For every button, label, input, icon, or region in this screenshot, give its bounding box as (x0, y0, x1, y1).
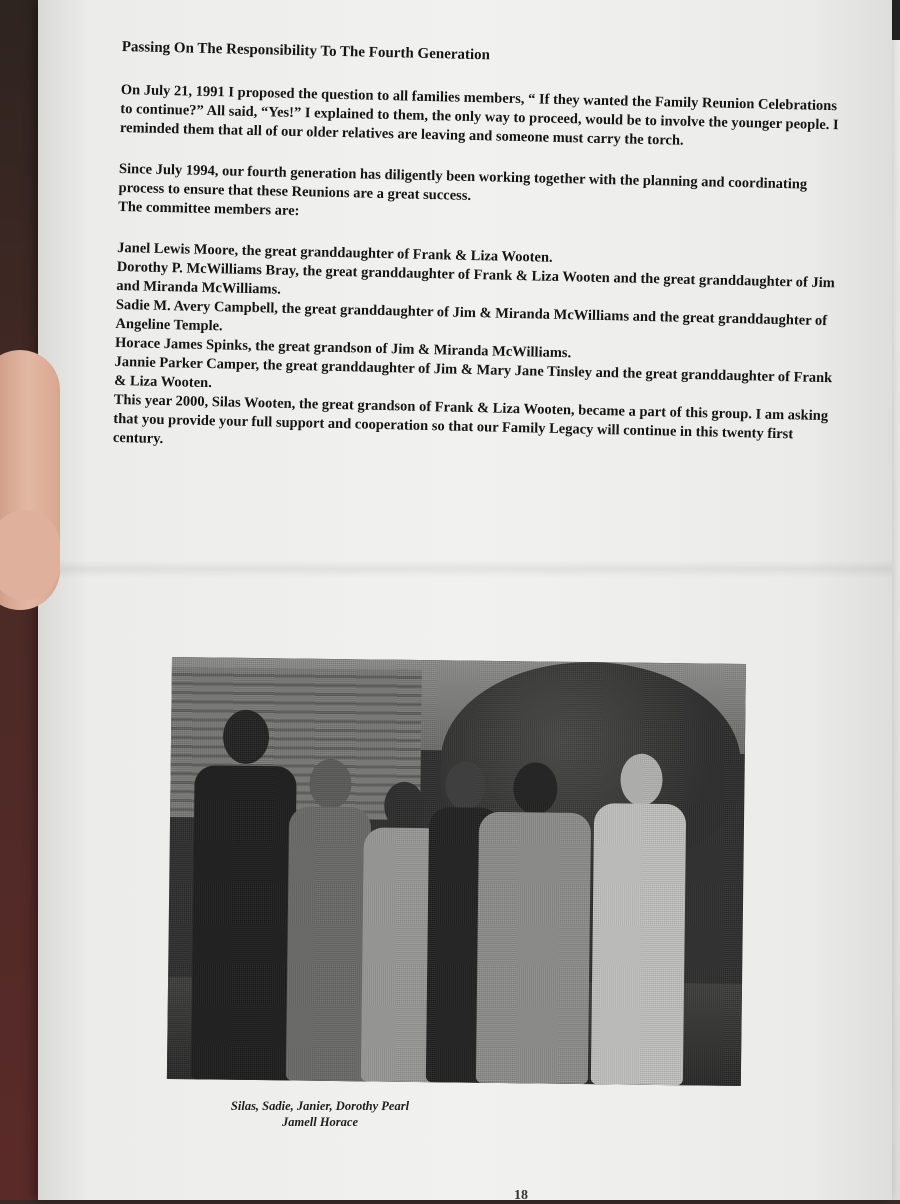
paragraph-1: On July 21, 1991 I proposed the question to all families members, “ If they wanted the Family Reunion Celebrations to continue?” All said, “Yes!” I explained to them, the only way to proceed, would be to involve the younger people. I reminded them that all of our older relatives are leaving and someone must carry the torch. (119, 81, 839, 149)
member-item: Dorothy P. McWilliams Bray, the great granddaughter of Frank & Liza Wooten and the great granddaughter of Jim and Miranda McWilliams. (116, 258, 835, 298)
member-item: Janel Lewis Moore, the great granddaughter of Frank & Liza Wooten. (117, 239, 553, 266)
members-label: The committee members are: (117, 198, 300, 220)
member-item: Horace James Spinks, the great grandson of Jim & Miranda McWilliams. (114, 334, 572, 362)
photo-caption (190, 1098, 450, 1130)
photo-halftone (167, 657, 746, 1086)
closing-paragraph: This year 2000, Silas Wooten, the great grandson of Frank & Liza Wooten, became a part of this group. I am asking that you provide your full support and cooperation so that our Family Legacy will continue in this twenty first century. (112, 391, 829, 448)
page-text (113, 38, 852, 464)
caption-line-1: Silas, Sadie, Janier, Dorothy Pearl (230, 1099, 410, 1113)
page-fold (38, 560, 892, 578)
committee-members-list (114, 239, 847, 408)
group-photo (167, 657, 746, 1086)
holding-thumb-tip (0, 510, 60, 600)
member-item: Jannie Parker Camper, the great granddaughter of Jim & Mary Jane Tinsley and the great granddaughter of Frank & Liza Wooten. (114, 353, 833, 392)
page-heading: Passing On The Responsibility To The Fourth Generation (121, 38, 491, 64)
page-number: 18 (514, 1188, 528, 1203)
member-item: Sadie M. Avery Campbell, the great granddaughter of Jim & Miranda McWilliams and the great granddaughter of Angeline Temple. (115, 296, 828, 335)
paragraph-2: Since July 1994, our fourth generation has diligently been working together with the planning and coordinating process to ensure that these Reunions are a great success. (118, 160, 808, 204)
caption-line-2: Jamell Horace (281, 1115, 359, 1129)
